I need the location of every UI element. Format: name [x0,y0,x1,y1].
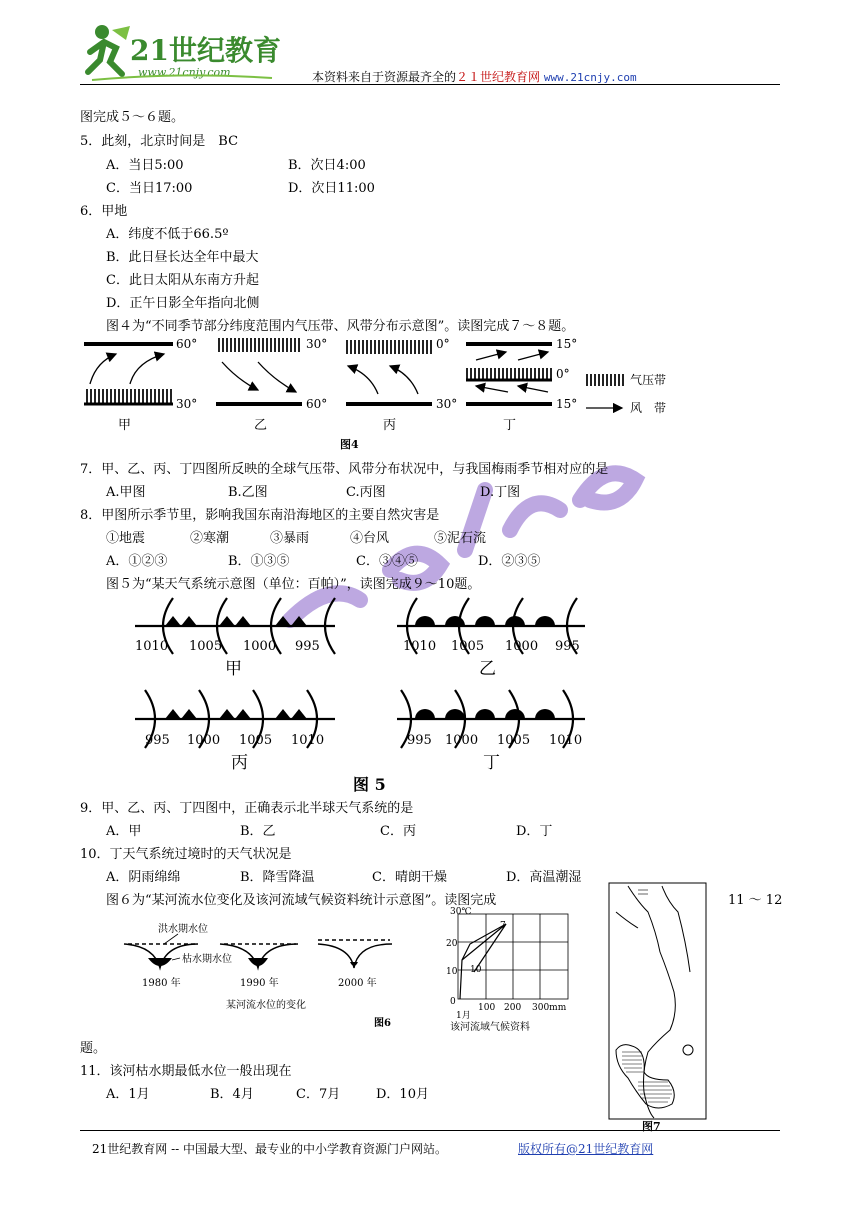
q7-option-b: B.乙图 [228,485,268,500]
fig6-y-unit: 30℃ [450,907,472,917]
fig4-yi-label: 乙 [254,418,268,433]
q9-option-c: C．丙 [380,824,416,839]
q9-option-d: D．丁 [516,824,553,839]
header-notice: 本资料来自于资源最齐全的２１世纪教育网 www.21cnjy.com [312,70,637,84]
q11-option-d: D．10月 [376,1087,429,1102]
q8-option-b: B．①③⑤ [228,554,290,569]
fig6-point-jan: 1月 [456,1011,471,1021]
q10-option-a: A．阴雨绵绵 [106,870,181,885]
fig5-bing-l2: 1000 [187,733,221,748]
q7-stem: 7．甲、乙、丙、丁四图所反映的全球气压带、风带分布状况中，与我国梅雨季节相对应的是 [80,462,609,477]
fig5-ding-l3: 1005 [497,733,531,748]
fig6-intro-end: 题。 [80,1041,107,1056]
fig6-point-10: 10 [470,965,482,975]
q6-option-c: C．此日太阳从东南方升起 [106,273,259,288]
fig5-bing-l3: 1005 [239,733,273,748]
header-divider [80,84,780,85]
q7-option-c: C.丙图 [346,485,386,500]
q11-option-a: A．1月 [106,1087,150,1102]
fig6-x-200: 200 [504,1003,522,1013]
fig5-jia-l3: 1000 [243,639,277,654]
fig5-jia-l2: 1005 [189,639,223,654]
fig4-ding-top: 15° [556,337,578,351]
fig4-legend-pressure: 气压带 [630,373,667,387]
q11-option-c: C．7月 [296,1087,341,1102]
fig4-yi-top: 30° [306,337,328,351]
fig5-jia-label: 甲 [225,659,242,679]
fig5-caption: 图 5 [353,775,386,794]
fig5-yi-l3: 1000 [505,639,539,654]
q9-stem: 9．甲、乙、丙、丁四图中，正确表示北半球天气系统的是 [80,801,414,816]
fig5-yi-l2: 1005 [451,639,485,654]
q6-option-b: B．此日昼长达全年中最大 [106,250,259,265]
fig6-caption: 图6 [374,1018,391,1029]
figure-4 [78,334,718,456]
fig4-yi-bottom: 60° [306,397,328,411]
q6-stem: 6．甲地 [80,204,128,219]
figure-6-river [118,914,418,1034]
q5-option-a: A．当日5:00 [106,158,184,173]
q5-option-d: D．次日11:00 [288,181,375,196]
fig5-intro: 图５为“某天气系统示意图（单位：百帕）”，读图完成９～10题。 [106,577,481,592]
q8-option-c: C．③④⑤ [356,554,418,569]
footer-copyright-link[interactable]: 版权所有@21世纪教育网 [518,1142,654,1156]
fig6-x-100: 100 [478,1003,496,1013]
fig5-jia-l1: 1010 [135,639,169,654]
fig5-yi-label: 乙 [479,659,496,679]
fig6-year-2000: 2000 年 [338,978,377,989]
fig4-intro: 图４为“不同季节部分纬度范围内气压带、风带分布示意图”。读图完成７～８题。 [106,319,575,334]
q8-option-d: D．②③⑤ [478,554,541,569]
logo-url: www.21cnjy.com [138,66,231,79]
logo [82,22,282,84]
fig5-ding-l4: 1010 [549,733,583,748]
fig6-point-7: 7 [500,921,506,931]
fig5-ding-l1: 995 [407,733,432,748]
q8-item-1: ①地震 [106,531,146,546]
logo-text: 21世纪教育 [130,34,281,67]
fig4-ding-bottom: 15° [556,397,578,411]
fig5-jia-l4: 995 [295,639,320,654]
header-url[interactable]: www.21cnjy.com [543,71,637,84]
q5-option-b: B．次日4:00 [288,158,366,173]
fig4-bing-label: 丙 [383,418,397,433]
fig6-x-300: 300mm [532,1003,567,1013]
q5-option-c: C．当日17:00 [106,181,193,196]
fig6-y-20: 20 [446,939,458,949]
q11-stem: 11．该河枯水期最低水位一般出现在 [80,1064,292,1079]
q5-stem: 5．此刻，北京时间是 BC [80,134,239,149]
fig6-y-0: 0 [450,997,456,1007]
q9-option-b: B．乙 [240,824,276,839]
q10-option-c: C．晴朗干燥 [372,870,447,885]
fig6-climate-title: 该河流域气候资料 [450,1022,530,1033]
q9-option-a: A．甲 [106,824,142,839]
q8-stem: 8．甲图所示季节里，影响我国东南沿海地区的主要自然灾害是 [80,508,440,523]
figure-6-climate [440,904,590,1034]
fig6-year-1980: 1980 年 [142,978,181,989]
fig5-bing-l1: 995 [145,733,170,748]
fig4-jia-top: 60° [176,337,198,351]
figure-7-map [608,882,708,1132]
q10-option-b: B．降雪降温 [240,870,315,885]
q6-option-a: A．纬度不低于66.5º [106,227,229,242]
fig4-bing-top: 0° [436,337,450,351]
fig4-bing-bottom: 30° [436,397,458,411]
figure-5 [135,594,595,794]
q8-item-2: ②寒潮 [190,531,230,546]
fig5-ding-l2: 1000 [445,733,479,748]
intro-line: 图完成５～６题。 [80,110,185,125]
fig4-jia-bottom: 30° [176,397,198,411]
q6-option-d: D．正午日影全年指向北侧 [106,296,260,311]
fig6-intro-tail: 11 ～ 12 [728,893,783,908]
fig4-legend-wind: 风 带 [630,401,667,415]
footer-divider [80,1130,780,1131]
q8-item-4: ④台风 [350,531,390,546]
q7-option-a: A.甲图 [106,485,146,500]
fig5-ding-label: 丁 [483,753,500,773]
fig4-jia-label: 甲 [118,418,132,433]
q8-item-5: ⑤泥石流 [434,531,487,546]
fig4-ding-mid: 0° [556,367,570,381]
fig5-bing-l4: 1010 [291,733,325,748]
fig6-y-10: 10 [446,967,458,977]
fig6-dry-label: 枯水期水位 [182,954,232,965]
fig6-left-title: 某河流水位的变化 [226,1000,306,1011]
fig5-yi-l4: 995 [555,639,580,654]
q10-stem: 10．丁天气系统过境时的天气状况是 [80,847,292,862]
q8-option-a: A．①②③ [106,554,168,569]
fig7-caption: 图7 [642,1120,661,1132]
q10-option-d: D．高温潮湿 [506,870,582,885]
fig6-flood-label: 洪水期水位 [158,924,208,935]
q11-option-b: B．4月 [210,1087,254,1102]
fig4-caption: 图4 [340,438,359,451]
q8-item-3: ③暴雨 [270,531,310,546]
header-site: ２１世纪教育网 [456,70,541,84]
fig6-year-1990: 1990 年 [240,978,279,989]
footer-text: 21世纪教育网 -- 中国最大型、最专业的中小学教育资源门户网站。 [92,1142,448,1156]
fig5-yi-l1: 1010 [403,639,437,654]
fig6-intro: 图６为“某河流水位变化及该河流域气候资料统计示意图”。读图完成 [106,893,497,908]
fig4-ding-label: 丁 [503,418,517,433]
q7-option-d: D.丁图 [480,485,521,500]
fig5-bing-label: 丙 [231,753,248,773]
